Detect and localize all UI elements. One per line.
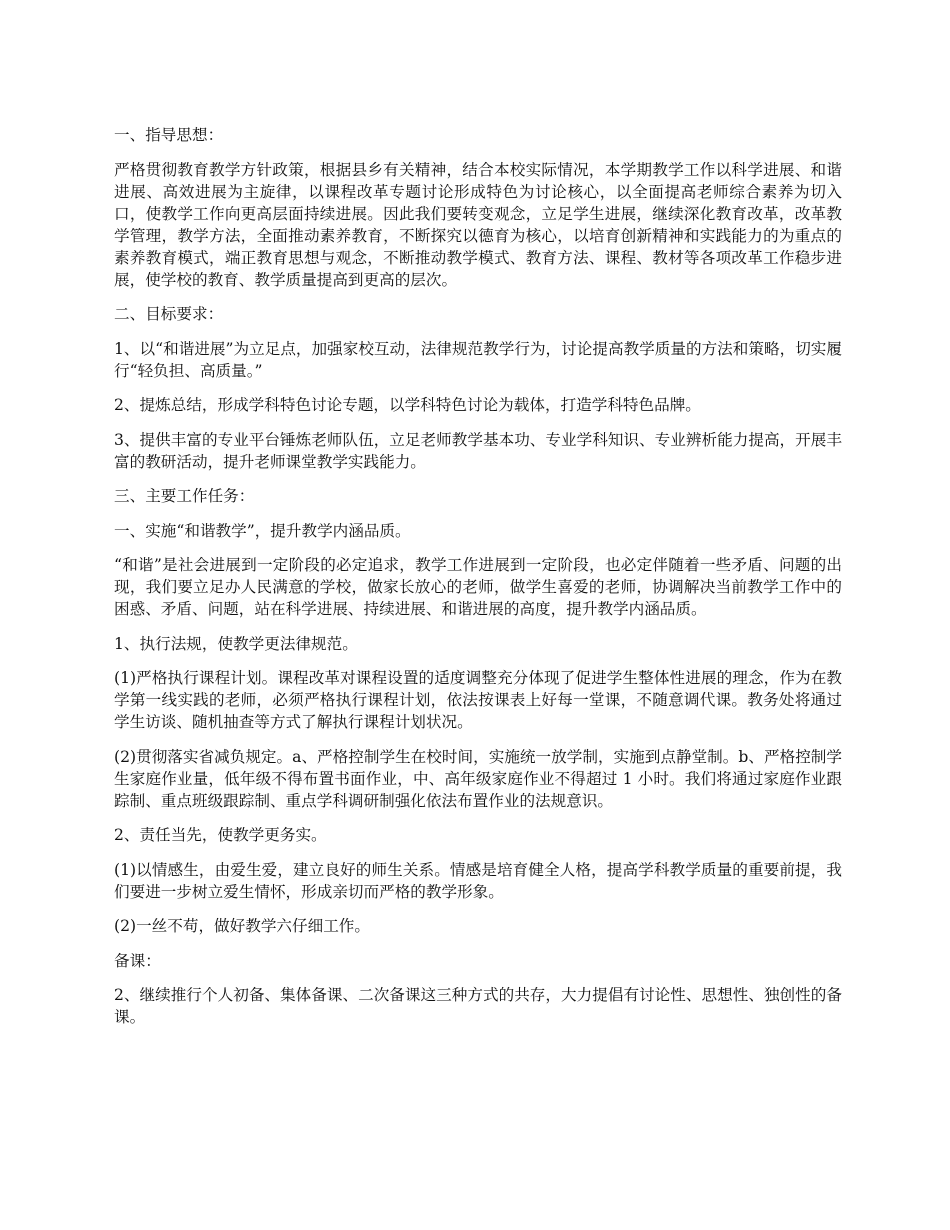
subheading-responsibility: 2、责任当先，使教学更务实。: [114, 826, 327, 844]
goal-item-2: 2、提炼总结，形成学科特色讨论专题，以学科特色讨论为载体，打造学科特色品牌。: [114, 396, 701, 414]
paragraph-guiding-thought: 严格贯彻教育教学方针政策，根据县乡有关精神，结合本校实际情况，本学期教学工作以科学进展、和谐进展、高效进展为主旋律，以课程改革专题讨论形成特色为讨论核心，以全面提高老师综合素养为切入口，使教学工作向更高层面持续进展。因此我们要转变观念，立足学生进展，继续深化教育改革，改革教学管理，教学方法，全面推动素养教育，不断探究以德育为核心，以培育创新精神和实践能力的为重点的素养教育模式，端正教育思想与观念，不断推动教学模式、教育方法、课程、教材等各项改革工作稳步进展，使学校的教育、教学质量提高到更高的层次。: [114, 160, 842, 289]
label-lesson-prep: 备课：: [114, 951, 161, 970]
goal-item-3: 3、提供丰富的专业平台锤炼老师队伍，立足老师教学基本功、专业学科知识、专业辨析能力提高，开展丰富的教研活动，提升老师课堂教学实践能力。: [114, 430, 842, 471]
paragraph-harmony: “和谐”是社会进展到一定阶段的必定追求，教学工作进展到一定阶段，也必定伴随着一些矛盾、问题的出现，我们要立足办人民满意的学校，做家长放心的老师，做学生喜爱的老师，协调解决当前教学工作中的困惑、矛盾、问题，站在科学进展、持续进展、和谐进展的高度，提升教学内涵品质。: [114, 556, 842, 618]
heading-guiding-thought: 一、指导思想：: [114, 126, 224, 144]
paragraph-lesson-prep-methods: 2、继续推行个人初备、集体备课、二次备课这三种方式的共存，大力提倡有讨论性、思想性、独创性的备课。: [114, 986, 842, 1026]
task-heading-harmonious-teaching: 一、实施“和谐教学”，提升教学内涵品质。: [114, 521, 411, 540]
heading-main-tasks: 三、主要工作任务：: [114, 487, 255, 505]
goal-item-1: 1、以“和谐进展”为立足点，加强家校互动，法律规范教学行为，讨论提高教学质量的方法和策略，切实履行“轻负担、高质量。”: [114, 339, 842, 380]
document-body: [114, 124, 842, 1041]
paragraph-six-tasks: (2)一丝不苟，做好教学六仔细工作。: [114, 917, 370, 935]
paragraph-curriculum-plan: (1)严格执行课程计划。课程改革对课程设置的适度调整充分体现了促进学生整体性进展的理念，作为在教学第一线实践的老师，必须严格执行课程计划，依法按课表上好每一堂课，不随意调代课。教务处将通过学生访谈、随机抽查等方式了解执行课程计划状况。: [114, 669, 842, 731]
paragraph-teacher-student-relation: (1)以情感生，由爱生爱，建立良好的师生关系。情感是培育健全人格，提高学科教学质量的重要前提，我们要进一步树立爱生情怀，形成亲切而严格的教学形象。: [114, 860, 842, 901]
heading-goals: 二、目标要求：: [114, 305, 224, 323]
paragraph-burden-reduction: (2)贯彻落实省减负规定。a、严格控制学生在校时间，实施统一放学制，实施到点静堂制。b、严格控制学生家庭作业量，低年级不得布置书面作业，中、高年级家庭作业不得超过 1 小时。我们将通过家庭作业跟踪制、重点班级跟踪制、重点学科调研制强化依法布置作业的法规意识。: [114, 747, 842, 810]
subheading-regulations: 1、执行法规，使教学更法律规范。: [114, 634, 358, 653]
